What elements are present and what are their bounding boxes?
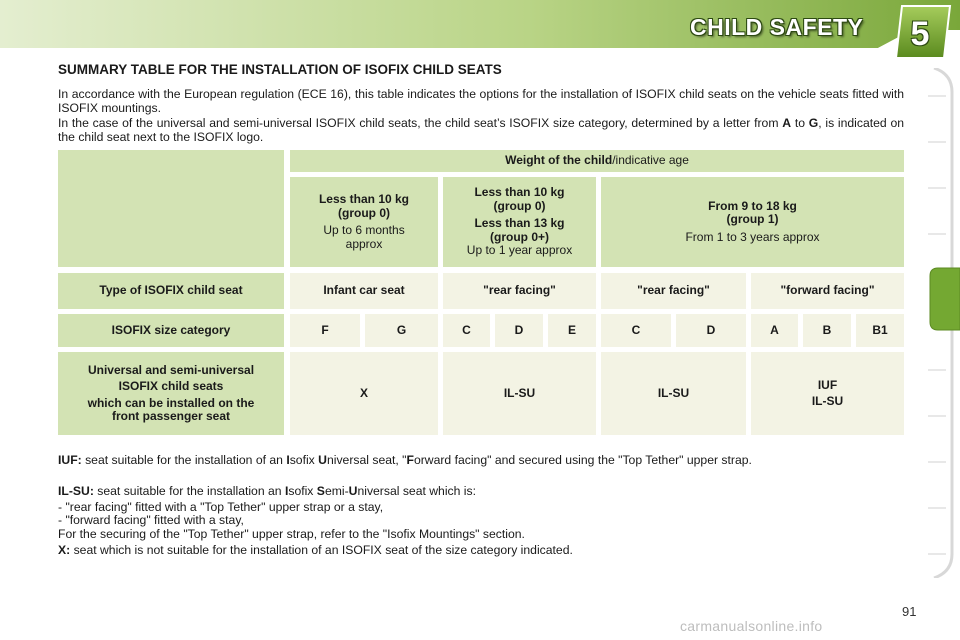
section-title: SUMMARY TABLE FOR THE INSTALLATION OF ISOFIX CHILD SEATS (58, 62, 502, 77)
type-cell-rear-1: "rear facing" (443, 273, 596, 309)
size-category-paragraph: In the case of the universal and semi-universal ISOFIX child seats, the child seat’s ISOFIX size category, determined by a letter from A to G, is indicated on the child seat next to the ISOFIX logo. (58, 116, 904, 144)
size-cell: A (751, 314, 798, 347)
legend-bullet-rear: - "rear facing" fitted with a "Top Tether" upper strap or a stay, (58, 500, 384, 514)
install-cell-group1-rear: IL-SU (601, 352, 746, 435)
legend-iuf: IUF: seat suitable for the installation of an Isofix Universal seat, "Forward facing" and secured using the "Top Tether" upper strap. (58, 453, 752, 467)
chapter-title: CHILD SAFETY (690, 14, 864, 40)
install-row-label: Universal and semi-universal ISOFIX child seats which can be installed on the front passenger seat (58, 352, 284, 435)
chapter-number-badge: 5 (910, 14, 930, 53)
chapter-side-tabs[interactable] (926, 68, 960, 578)
intro-paragraph: In accordance with the European regulation (ECE 16), this table indicates the options for the installation of ISOFIX child seats on the vehicle seats fitted with ISOFIX mountings. (58, 87, 904, 115)
legend-x: X: seat which is not suitable for the installation of an ISOFIX seat of the size category indicated. (58, 543, 573, 557)
watermark: carmanualsonline.info (680, 618, 823, 634)
group-header-0: Less than 10 kg (group 0) Up to 6 months approx (290, 177, 438, 267)
size-cell: G (365, 314, 438, 347)
size-cell: E (548, 314, 596, 347)
install-cell-group0plus: IL-SU (443, 352, 596, 435)
type-cell-infant: Infant car seat (290, 273, 438, 309)
size-cell: C (601, 314, 671, 347)
install-cell-group1-forward: IUF IL-SU (751, 352, 904, 435)
size-row-label: ISOFIX size category (58, 314, 284, 347)
group-header-0plus: Less than 10 kg (group 0) Less than 13 kg (group 0+) Up to 1 year approx (443, 177, 596, 267)
table-corner-cell (58, 150, 284, 267)
group-header-1: From 9 to 18 kg (group 1) From 1 to 3 years approx (601, 177, 904, 267)
size-cell: D (495, 314, 543, 347)
legend-ilsu: IL-SU: seat suitable for the installation an Isofix Semi-Universal seat which is: (58, 484, 476, 498)
install-cell-group0: X (290, 352, 438, 435)
weight-header: Weight of the child /indicative age (290, 150, 904, 172)
size-cell: B1 (856, 314, 904, 347)
type-cell-forward: "forward facing" (751, 273, 904, 309)
size-cell: B (803, 314, 851, 347)
size-cell: C (443, 314, 490, 347)
type-cell-rear-2: "rear facing" (601, 273, 746, 309)
legend-securing-note: For the securing of the "Top Tether" upper strap, refer to the "Isofix Mountings" section. (58, 527, 525, 541)
type-row-label: Type of ISOFIX child seat (58, 273, 284, 309)
size-cell: D (676, 314, 746, 347)
size-cell: F (290, 314, 360, 347)
page-number: 91 (902, 604, 917, 619)
legend-bullet-forward: - "forward facing" fitted with a stay, (58, 513, 244, 527)
